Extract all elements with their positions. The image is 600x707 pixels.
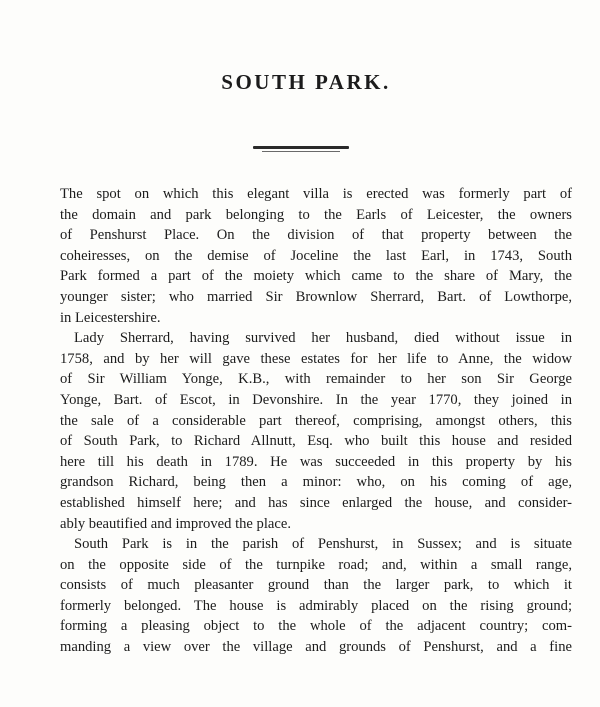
text-line: consists of much pleasanter ground than the larger park, to which it [60,577,572,594]
text-line: Lady Sherrard, having survived her husband, died without issue in [74,330,572,347]
text-line: in Leicestershire. [60,309,161,326]
text-line: The spot on which this elegant villa is erected was formerly part of [60,186,572,202]
page-title: SOUTH PARK. [221,70,391,94]
text-line: manding a view over the village and grounds of Penshurst, and a fine [60,639,572,656]
text-line: Yonge, Bart. of Escot, in Devonshire. In the year 1770, they joined in [60,391,572,408]
text-line: forming a pleasing object to the whole of the adjacent country; com- [60,618,572,635]
text-line: established himself here; and has since enlarged the house, and consider- [60,494,572,511]
text-line: Park formed a part of the moiety which came to the share of Mary, the [60,268,572,285]
text-line: of South Park, to Richard Allnutt, Esq. who built this house and resided [60,433,572,450]
text-line: the domain and park belonging to the Earls of Leicester, the owners [60,206,572,223]
text-line: here till his death in 1789. He was succeeded in this property by his [60,453,572,470]
text-line: ably beautified and improved the place. [60,515,291,532]
text-line: South Park is in the parish of Penshurst, in Sussex; and is situate [74,536,572,553]
body-text [60,184,572,658]
text-line: 1758, and by her will gave these estates for her life to Anne, the widow [60,350,572,367]
text-line: of Penshurst Place. On the division of that property between the [60,227,572,244]
text-line: younger sister; who married Sir Brownlow Sherrard, Bart. of Lowthorpe, [60,288,572,305]
text-line: the sale of a considerable part thereof, comprising, amongst others, this [60,412,572,429]
text-line: on the opposite side of the turnpike road; and, within a small range, [60,556,572,573]
title-rule-thin [262,151,340,152]
text-line: grandson Richard, being then a minor: who, on his coming of age, [60,474,572,491]
text-line: of Sir William Yonge, K.B., with remainder to her son Sir George [60,371,572,388]
text-line: formerly belonged. The house is admirably placed on the rising ground; [60,597,572,614]
text-line: coheiresses, on the demise of Joceline the last Earl, in 1743, South [60,247,572,264]
title-rule [253,146,349,149]
